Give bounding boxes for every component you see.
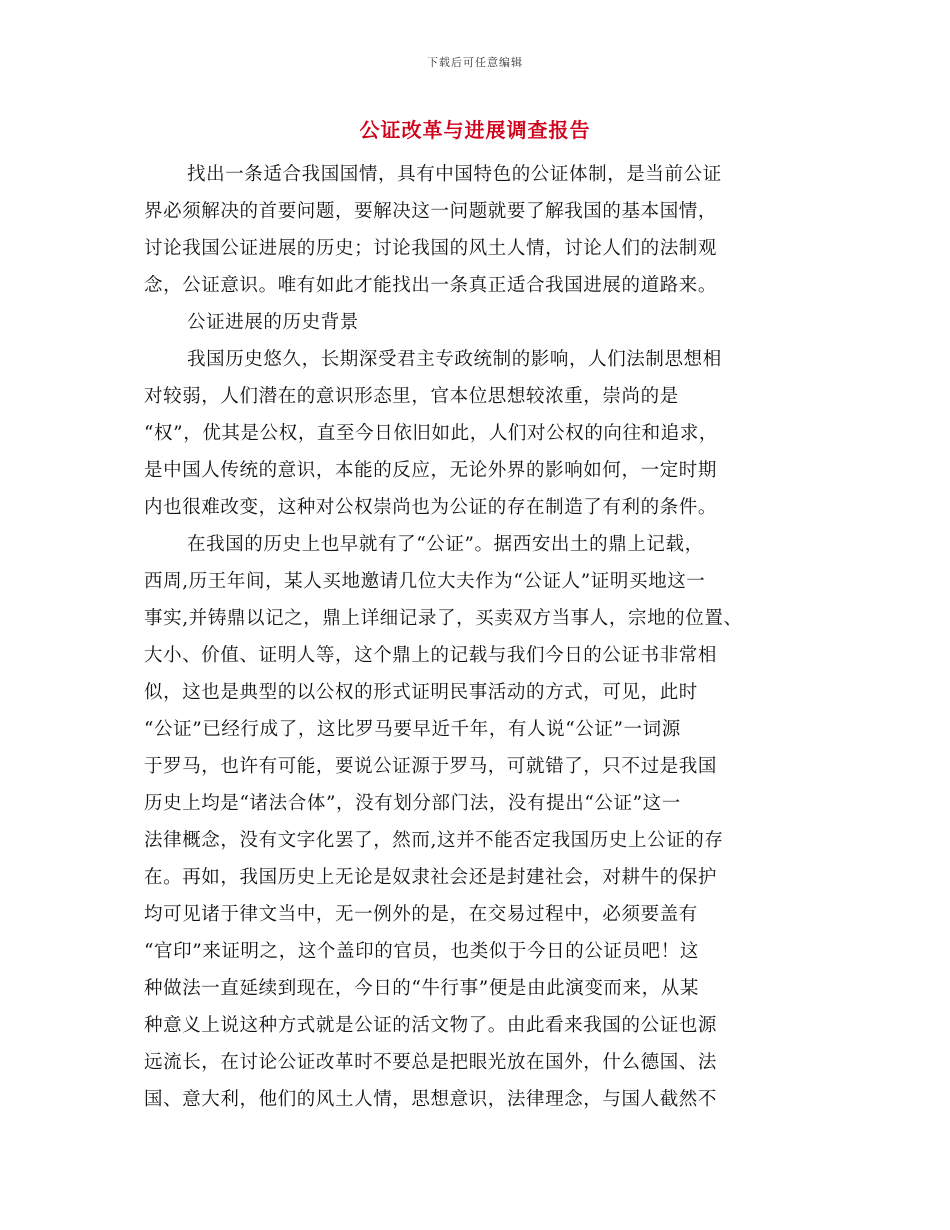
paragraph-line: 种做法一直延续到现在，今日的“牛行事”便是由此演变而来，从某: [144, 978, 699, 999]
paragraph-line: 历史上均是“诸法合体”，没有划分部门法，没有提出“公证”这一: [144, 793, 681, 814]
paragraph-line: 均可见诸于律文当中，无一例外的是，在交易过程中，必须要盖有: [144, 904, 698, 925]
paragraph-line: 念，公证意识。唯有如此才能找出一条真正适合我国进展的道路来。: [144, 275, 718, 296]
paragraph-line: 内也很难改变，这种对公权崇尚也为公证的存在制造了有利的条件。: [144, 497, 718, 518]
paragraph-line: 找出一条适合我国国情，具有中国特色的公证体制，是当前公证: [187, 164, 722, 185]
paragraph-line: 界必须解决的首要问题，要解决这一问题就要了解我国的基本国情，: [144, 201, 718, 222]
paragraph-line: 讨论我国公证进展的历史；讨论我国的风土人情，讨论人们的法制观: [144, 238, 718, 259]
paragraph-line: “官印”来证明之，这个盖印的官员，也类似于今日的公证员吧！这: [144, 941, 699, 962]
paragraph-line: 远流长，在讨论公证改革时不要总是把眼光放在国外，什么德国、法: [144, 1052, 718, 1073]
paragraph-line: 似，这也是典型的以公权的形式证明民事活动的方式，可见，此时: [144, 682, 698, 703]
paragraph-line: “权”，优其是公权，直至今日依旧如此，人们对公权的向往和追求，: [144, 423, 719, 444]
paragraph-line: 于罗马，也许有可能，要说公证源于罗马，可就错了，只不过是我国: [144, 756, 718, 777]
paragraph-line: 对较弱，人们潜在的意识形态里，官本位思想较浓重，崇尚的是: [144, 386, 679, 407]
document-title: 公证改革与进展调查报告: [359, 118, 591, 142]
paragraph-line: 在。再如，我国历史上无论是奴隶社会还是封建社会，对耕牛的保护: [144, 867, 718, 888]
paragraph-line: 我国历史悠久，长期深受君主专政统制的影响，人们法制思想相: [187, 349, 722, 370]
paragraph-line: “公证”已经行成了，这比罗马要早近千年，有人说“公证”一词源: [144, 719, 681, 740]
paragraph-line: 是中国人传统的意识，本能的反应，无论外界的影响如何，一定时期: [144, 460, 718, 481]
paragraph-line: 事实,并铸鼎以记之，鼎上详细记录了，买卖双方当事人，宗地的位置、: [144, 608, 743, 629]
paragraph-line: 大小、价值、证明人等，这个鼎上的记载与我们今日的公证书非常相: [144, 645, 718, 666]
header-note: 下载后可任意编辑: [427, 56, 523, 69]
paragraph-line: 法律概念，没有文字化罢了，然而,这并不能否定我国历史上公证的存: [144, 830, 724, 851]
paragraph-line: 西周,历王年间，某人买地邀请几位大夫作为“公证人”证明买地这一: [144, 571, 706, 592]
paragraph-line: 在我国的历史上也早就有了“公证”。据西安出土的鼎上记载，: [187, 534, 704, 555]
paragraph-line: 种意义上说这种方式就是公证的活文物了。由此看来我国的公证也源: [144, 1015, 718, 1036]
paragraph-line: 国、意大利，他们的风土人情，思想意识，法律理念，与国人截然不: [144, 1089, 718, 1110]
section-heading: 公证进展的历史背景: [187, 312, 359, 333]
